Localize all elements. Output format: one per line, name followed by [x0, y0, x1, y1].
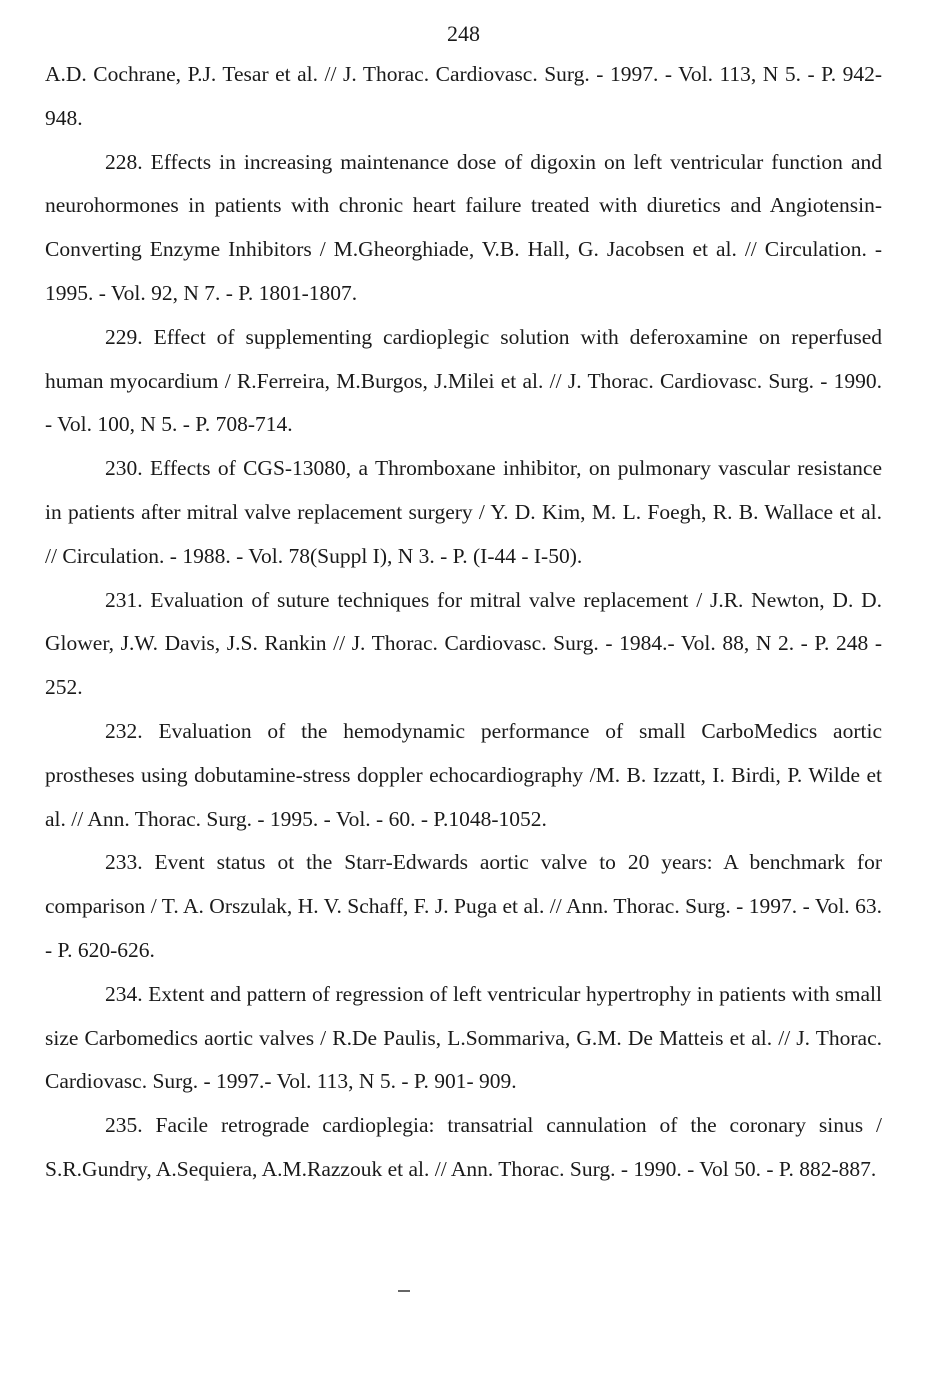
reference-list	[45, 53, 882, 1192]
reference-item-233: 233. Event status ot the Starr-Edwards aortic valve to 20 years: A benchmark for comparison / T. A. Orszulak, H. V. Schaff, F. J. Puga et al. // Ann. Thorac. Surg. - 1997. - Vol. 63. - P. 620-626.	[45, 850, 882, 962]
page-number: 248	[447, 21, 480, 46]
reference-item-235: 235. Facile retrograde cardioplegia: transatrial cannulation of the coronary sinus / S.R.Gundry, A.Sequiera, A.M.Razzouk et al. // Ann. Thorac. Surg. - 1990. - Vol 50. - P. 882-887.	[45, 1113, 882, 1181]
scan-mark	[398, 1290, 410, 1292]
reference-item-234: 234. Extent and pattern of regression of left ventricular hypertrophy in patients with small size Carbomedics aortic valves / R.De Paulis, L.Sommariva, G.M. De Matteis et al. // J. Thorac. Cardiovasc. Surg. - 1997.- Vol. 113, N 5. - P. 901- 909.	[45, 981, 882, 1094]
reference-item-230: 230. Effects of CGS-13080, a Thromboxane inhibitor, on pulmonary vascular resistance in patients after mitral valve replacement surgery / Y. D. Kim, M. L. Foegh, R. B. Wallace et al. // Circulation. - 1988. - Vol. 78(Suppl I), N 3. - P. (I-44 - I-50).	[45, 456, 882, 568]
reference-item-229: 229. Effect of supplementing cardioplegic solution with deferoxamine on reperfused human myocardium / R.Ferreira, M.Burgos, J.Milei et al. // J. Thorac. Cardiovasc. Surg. - 1990. - Vol. 100, N 5. - P. 708-714.	[45, 324, 882, 437]
reference-item-continued: A.D. Cochrane, P.J. Tesar et al. // J. Thorac. Cardiovasc. Surg. - 1997. - Vol. 113, N 5. - P. 942-948.	[45, 62, 882, 130]
reference-item-231: 231. Evaluation of suture techniques for mitral valve replacement / J.R. Newton, D. D. Glower, J.W. Davis, J.S. Rankin // J. Thorac. Cardiovasc. Surg. - 1984.- Vol. 88, N 2. - P. 248 - 252.	[45, 587, 882, 700]
reference-item-232: 232. Evaluation of the hemodynamic performance of small CarboMedics aortic prostheses using dobutamine-stress doppler echocardiography /M. B. Izzatt, I. Birdi, P. Wilde et al. // Ann. Thorac. Surg. - 1995. - Vol. - 60. - P.1048-1052.	[45, 718, 882, 831]
reference-item-228: 228. Effects in increasing maintenance dose of digoxin on left ventricular function and neurohormones in patients with chronic heart failure treated with diuretics and Angiotensin-Converting Enzyme Inhibitors / M.Gheorghiade, V.B. Hall, G. Jacobsen et al. // Circulation. - 1995. - Vol. 92, N 7. - P. 1801-1807.	[45, 149, 882, 305]
